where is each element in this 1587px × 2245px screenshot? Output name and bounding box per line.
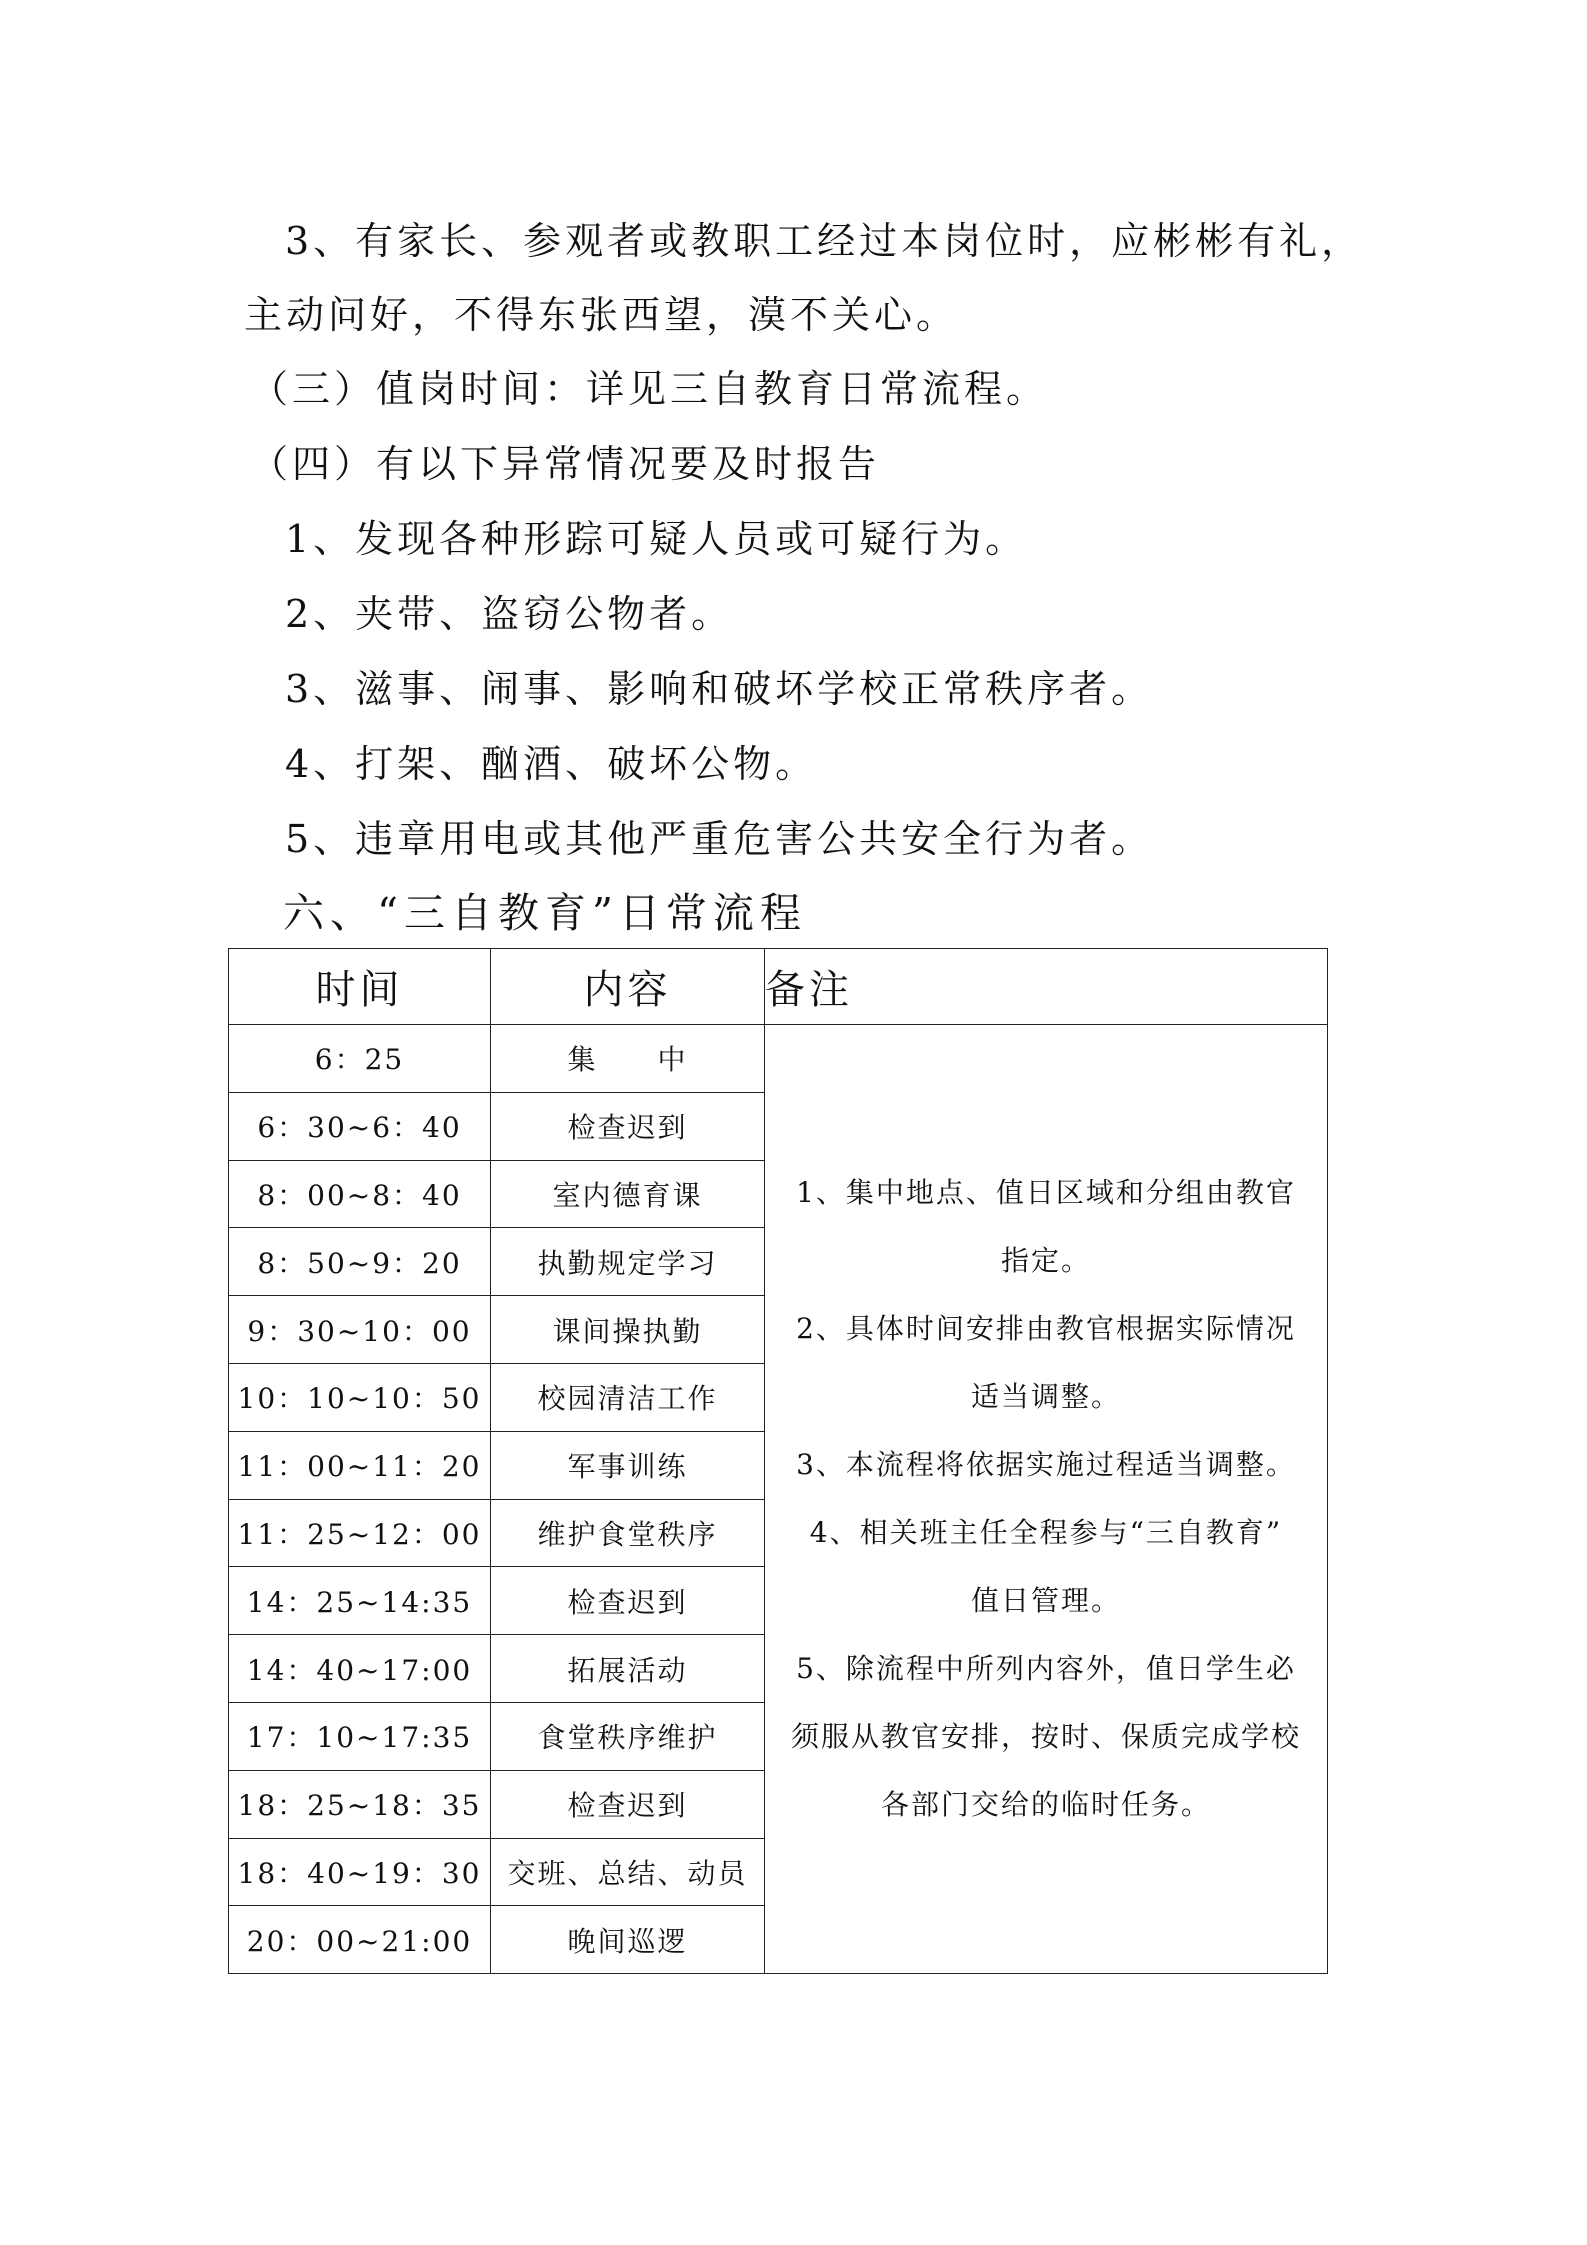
content-cell: 校园清洁工作 [491,1363,765,1431]
note-line: 2、具体时间安排由教官根据实际情况 [796,1312,1296,1346]
paragraph-report-item-3: 3、滋事、闹事、影响和破坏学校正常秩序者。 [285,667,1154,711]
paragraph-report-item-5: 5、违章用电或其他严重危害公共安全行为者。 [285,817,1154,861]
time-cell: 8：50~9：20 [229,1228,491,1296]
content-cell: 军事训练 [491,1431,765,1499]
time-cell: 11：25~12：00 [229,1499,491,1567]
time-cell: 10：10~10：50 [229,1363,491,1431]
note-line: 5、除流程中所列内容外，值日学生必 [796,1652,1296,1686]
note-line: 值日管理。 [970,1584,1121,1618]
section-heading: 六、“三自教育”日常流程 [283,889,807,937]
time-cell: 6：25 [229,1025,491,1093]
content-cell: 集 中 [491,1025,765,1093]
paragraph-report-item-4: 4、打架、酗酒、破坏公物。 [285,742,818,786]
time-cell: 14：40~17:00 [229,1635,491,1703]
notes-cell [765,1025,1328,1974]
time-cell: 9：30~10：00 [229,1296,491,1364]
time-cell: 17：10~17:35 [229,1702,491,1770]
content-cell: 执勤规定学习 [491,1228,765,1296]
content-cell: 维护食堂秩序 [491,1499,765,1567]
paragraph-report-item-1: 1、发现各种形踪可疑人员或可疑行为。 [285,517,1028,561]
time-cell: 18：25~18：35 [229,1770,491,1838]
paragraph-duty-time: （三）值岗时间：详见三自教育日常流程。 [250,367,1049,411]
content-cell: 课间操执勤 [491,1296,765,1364]
content-cell: 检查迟到 [491,1770,765,1838]
note-line: 4、相关班主任全程参与“三自教育” [809,1516,1283,1550]
time-cell: 11：00~11：20 [229,1431,491,1499]
table-row [229,1025,1328,1093]
note-line: 指定。 [1000,1244,1091,1278]
content-cell: 拓展活动 [491,1635,765,1703]
content-cell: 检查迟到 [491,1092,765,1160]
paragraph-report-item-2: 2、夹带、盗窃公物者。 [285,592,734,636]
paragraph-rule-3-continued: 主动问好，不得东张西望，漠不关心。 [244,293,959,337]
time-cell: 18：40~19：30 [229,1838,491,1906]
note-line: 1、集中地点、值日区域和分组由教官 [796,1176,1296,1210]
content-cell: 食堂秩序维护 [491,1702,765,1770]
note-line: 3、本流程将依据实施过程适当调整。 [796,1448,1296,1482]
header-notes: 备注 [765,949,1328,1025]
note-line: 适当调整。 [970,1380,1121,1414]
note-line: 须服从教官安排，按时、保质完成学校 [790,1720,1301,1754]
paragraph-rule-3: 3、有家长、参观者或教职工经过本岗位时，应彬彬有礼， [285,219,1364,263]
header-content: 内容 [491,949,765,1025]
content-cell: 室内德育课 [491,1160,765,1228]
content-cell: 检查迟到 [491,1567,765,1635]
time-cell: 20：00~21:00 [229,1906,491,1974]
table-header-row [229,949,1328,1025]
content-cell: 交班、总结、动员 [491,1838,765,1906]
time-cell: 14：25~14:35 [229,1567,491,1635]
header-time: 时间 [229,949,491,1025]
content-cell: 晚间巡逻 [491,1906,765,1974]
note-line: 各部门交给的临时任务。 [880,1788,1211,1822]
paragraph-report-heading: （四）有以下异常情况要及时报告 [250,442,881,486]
time-cell: 8：00~8：40 [229,1160,491,1228]
time-cell: 6：30~6：40 [229,1092,491,1160]
schedule-table [228,948,1328,1974]
